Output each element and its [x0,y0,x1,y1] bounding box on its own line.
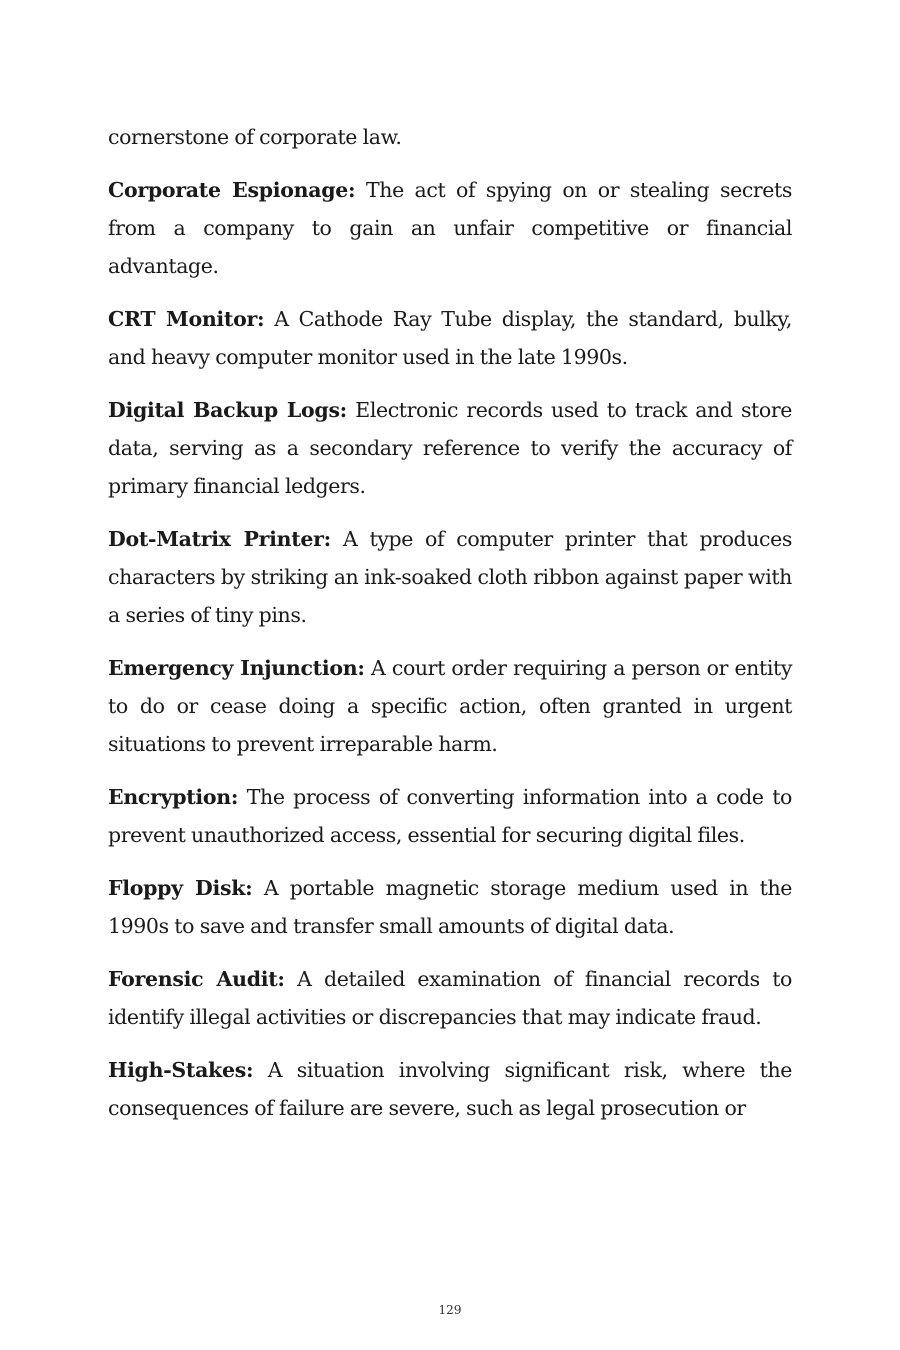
glossary-definition: A detailed examination of financial records to identify illegal activities or discrepancies that may indicate fraud. [108,967,792,1029]
glossary-entry [108,960,792,1036]
continuation-text: cornerstone of corporate law. [108,125,402,149]
glossary-term: Encryption: [108,785,239,809]
glossary-entry [108,649,792,763]
glossary-term: High-Stakes: [108,1058,254,1082]
glossary-entry [108,300,792,376]
glossary-definition: A court order requiring a person or entity to do or cease doing a specific action, often granted in urgent situations to prevent irreparable harm. [108,656,792,756]
glossary-term: Forensic Audit: [108,967,285,991]
glossary-term: Digital Backup Logs: [108,398,347,422]
glossary-term: Dot-Matrix Printer: [108,527,331,551]
page-number: 129 [438,1303,462,1317]
glossary-term: Floppy Disk: [108,876,253,900]
glossary-term: Corporate Espionage: [108,178,356,202]
glossary-entry [108,869,792,945]
glossary-term: Emergency Injunction: [108,656,365,680]
glossary-definition: The process of converting information into a code to prevent unauthorized access, essential for securing digital files. [108,785,792,847]
glossary-entry [108,1051,792,1127]
glossary-definition: Electronic records used to track and store data, serving as a secondary reference to verify the accuracy of primary financial ledgers. [108,398,792,498]
glossary-term: CRT Monitor: [108,307,265,331]
glossary-entry [108,391,792,505]
glossary-definition: A type of computer printer that produces characters by striking an ink-soaked cloth ribbon against paper with a series of tiny pins. [108,527,792,627]
glossary-page [108,118,792,1142]
glossary-entry [108,520,792,634]
glossary-definition: The act of spying on or stealing secrets from a company to gain an unfair competitive or financial advantage. [108,178,792,278]
glossary-definition: A Cathode Ray Tube display, the standard, bulky, and heavy computer monitor used in the late 1990s. [108,307,793,369]
glossary-entry [108,171,792,285]
glossary-entry [108,778,792,854]
glossary-definition: A situation involving significant risk, where the consequences of failure are severe, such as legal prosecution or [108,1058,792,1120]
glossary-definition: A portable magnetic storage medium used in the 1990s to save and transfer small amounts of digital data. [108,876,793,938]
